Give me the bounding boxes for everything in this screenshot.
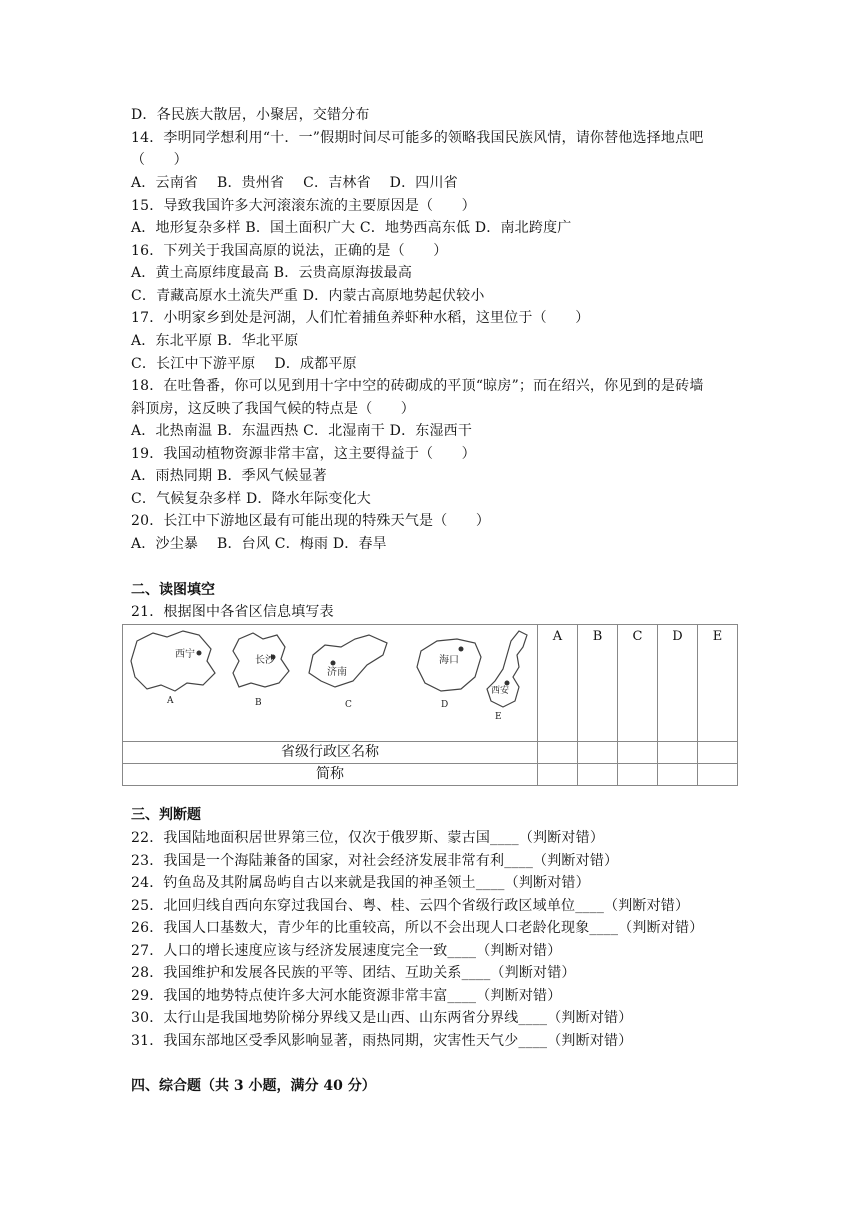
section-title: 三、判断题 [131,807,201,823]
question-line: A．云南省 B．贵州省 C．吉林省 D．四川省 [131,175,458,191]
question-line: 18．在吐鲁番，你可以见到用十字中空的砖砌成的平顶“晾房”；而在绍兴，你见到的是砖墙 [131,378,704,394]
judge-item: 22．我国陆地面积居世界第三位，仅次于俄罗斯、蒙古国____（判断对错） [131,830,605,846]
city-label: 长沙 [255,655,275,666]
question-line: 16．下列关于我国高原的说法，正确的是（ ） [131,243,448,259]
city-label: 济南 [327,667,347,678]
province-table [122,624,738,786]
column-header-d: D [657,625,697,742]
question-line: C．气候复杂多样 D．降水年际变化大 [131,491,371,507]
column-header-b: B [577,625,617,742]
question-line: （ ） [131,152,188,168]
map-letter: A [167,696,174,706]
column-header-c: C [617,625,657,742]
question-line: 斜顶房，这反映了我国气候的特点是（ ） [131,401,415,417]
answer-cell[interactable] [697,742,737,764]
question-line: A．雨热同期 B．季风气候显著 [131,468,327,484]
question-line: A．沙尘暴 B．台风 C．梅雨 D．春旱 [131,536,387,552]
province-outline-maps [123,625,537,737]
question-line: A．黄土高原纬度最高 B．云贵高原海拔最高 [131,265,413,281]
question-line: 21．根据图中各省区信息填写表 [131,604,334,620]
question-line: C．长江中下游平原 D．成都平原 [131,356,357,372]
city-label: 西安 [491,686,510,696]
question-line: A．东北平原 B．华北平原 [131,333,299,349]
judge-item: 28．我国维护和发展各民族的平等、团结、互助关系____（判断对错） [131,965,576,981]
column-header-e: E [697,625,737,742]
judge-item: 30．太行山是我国地势阶梯分界线又是山西、山东两省分界线____（判断对错） [131,1010,633,1026]
answer-cell[interactable] [617,764,657,786]
answer-cell[interactable] [657,742,697,764]
map-letter: D [441,700,449,710]
map-letter: E [495,712,502,722]
answer-cell[interactable] [577,764,617,786]
section-title: 四、综合题（共 3 小题，满分 40 分） [131,1078,376,1094]
judge-item: 23．我国是一个海陆兼备的国家，对社会经济发展非常有利____（判断对错） [131,853,619,869]
question-line: A．北热南温 B．东温西热 C．北湿南干 D．东湿西干 [131,423,473,439]
city-label: 西宁 [175,649,195,660]
answer-cell[interactable] [577,742,617,764]
answer-cell[interactable] [617,742,657,764]
judge-item: 29．我国的地势特点使许多大河水能资源非常丰富____（判断对错） [131,988,562,1004]
question-line: 14．李明同学想利用“十．一”假期时间尽可能多的领略我国民族风情，请你替他选择地点吧 [131,130,704,146]
map-letter: C [345,700,352,710]
judge-item: 31．我国东部地区受季风影响显著，雨热同期，灾害性天气少____（判断对错） [131,1033,633,1049]
judge-item: 26．我国人口基数大，青少年的比重较高，所以不会出现人口老龄化现象____（判断对错） [131,920,704,936]
province-maps-cell [123,625,538,742]
judge-item: 25．北回归线自西向东穿过我国台、粤、桂、云四个省级行政区域单位____（判断对错） [131,898,690,914]
answer-cell[interactable] [538,764,578,786]
question-line: 20．长江中下游地区最有可能出现的特殊天气是（ ） [131,513,491,529]
city-label: 海口 [439,655,459,666]
province-outline-a [131,631,215,691]
column-header-a: A [538,625,578,742]
section-title: 二、读图填空 [131,582,215,598]
question-line: C．青藏高原水土流失严重 D．内蒙古高原地势起伏较小 [131,288,485,304]
question-line: 15．导致我国许多大河滚滚东流的主要原因是（ ） [131,198,476,214]
judge-item: 27．人口的增长速度应该与经济发展速度完全一致____（判断对错） [131,943,562,959]
province-outline-c [309,635,387,687]
question-line: 19．我国动植物资源非常丰富，这主要得益于（ ） [131,446,476,462]
answer-cell[interactable] [697,764,737,786]
answer-cell[interactable] [657,764,697,786]
question-line: D．各民族大散居，小聚居，交错分布 [131,107,370,123]
row-label-name: 省级行政区名称 [123,742,538,764]
question-line: A．地形复杂多样 B．国土面积广大 C．地势西高东低 D．南北跨度广 [131,220,572,236]
answer-cell[interactable] [538,742,578,764]
map-letter: B [255,698,262,708]
question-line: 17．小明家乡到处是河湖，人们忙着捕鱼养虾种水稻，这里位于（ ） [131,310,590,326]
row-label-abbreviation: 简称 [123,764,538,786]
judge-item: 24．钓鱼岛及其附属岛屿自古以来就是我国的神圣领土____（判断对错） [131,875,590,891]
